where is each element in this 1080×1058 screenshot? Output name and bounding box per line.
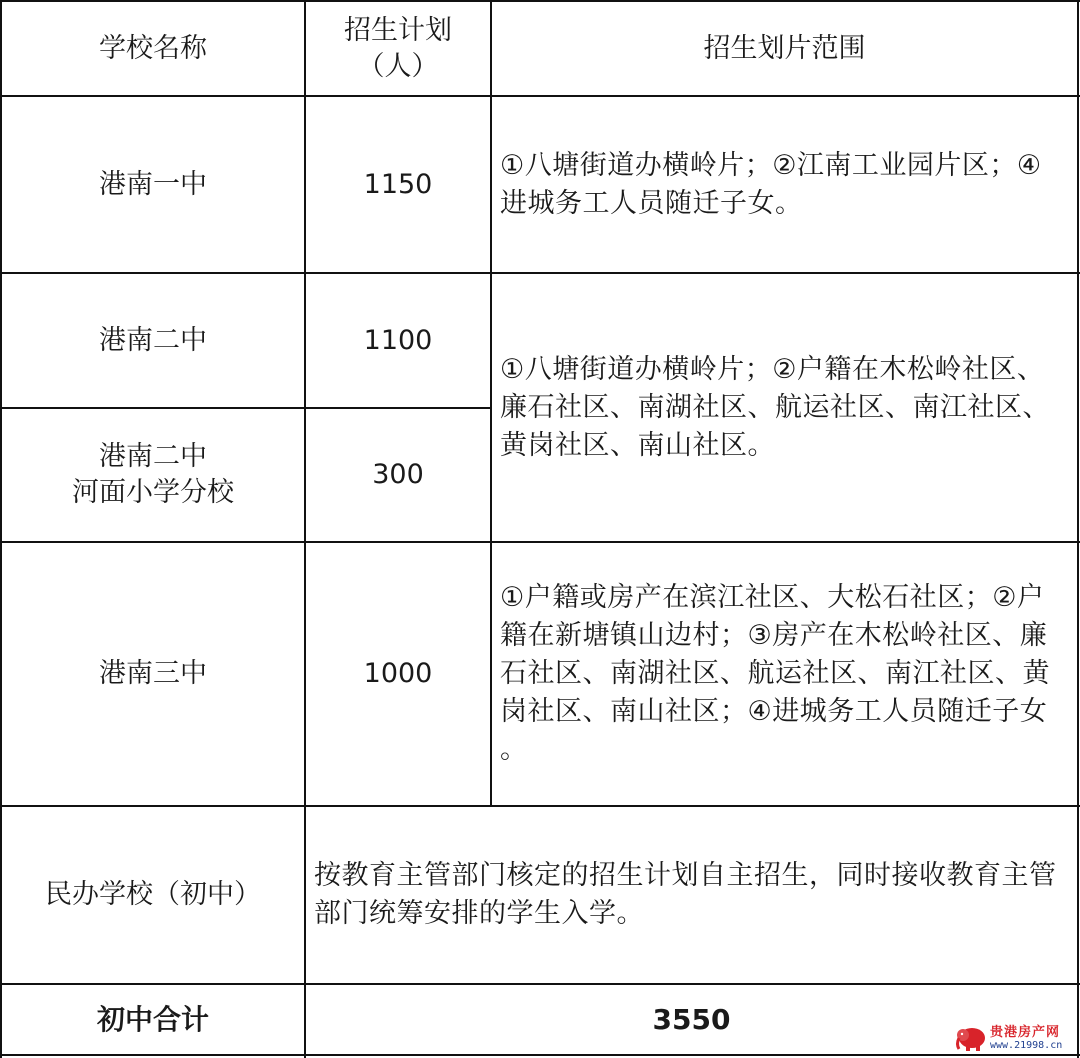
rows-2-3-range-text: ①八塘街道办横岭片；②户籍在木松岭社区、 廉石社区、南湖社区、航运社区、南江社区、 黄岗社区、南山社区。: [500, 353, 1050, 461]
row-1-school: [2, 97, 304, 272]
total-label: [2, 985, 304, 1054]
header-school-name: [2, 2, 304, 95]
header-enrollment-range: [492, 2, 1077, 95]
row-2-school: [2, 274, 304, 407]
border-bottom: [0, 1054, 1080, 1056]
total-value-text: 3550: [652, 1002, 731, 1036]
header-school-name-text: 学校名称: [99, 32, 207, 64]
row-1-range-text: ①八塘街道办横岭片；②江南工业园片区；④ 进城务工人员随迁子女。: [500, 149, 1042, 219]
row-1-range: [492, 97, 1077, 272]
row-4-school: [2, 543, 304, 805]
row-4-school-text: 港南三中: [99, 658, 207, 689]
row-1-school-text: 港南一中: [99, 168, 207, 200]
row-2-school-text: 港南二中: [99, 324, 207, 356]
row-5-range-text: 按教育主管部门核定的招生计划自主招生，同时接收教育主管 部门统筹安排的学生入学。: [314, 860, 1057, 929]
row-3-plan: [306, 409, 490, 541]
row-1-plan-text: 1150: [363, 168, 433, 200]
row-4-plan: [306, 543, 490, 805]
row-2-plan: [306, 274, 490, 407]
row-3-school: [2, 409, 304, 541]
watermark-logo: [954, 1021, 1076, 1055]
row-4-plan-text: 1000: [363, 658, 433, 689]
header-enrollment-range-text: 招生划片范围: [703, 32, 866, 64]
row-3-school-text: 港南二中 河面小学分校: [72, 441, 234, 508]
row-5-school-text: 民办学校（初中）: [45, 879, 261, 910]
rows-2-3-range: [492, 274, 1077, 541]
header-enrollment-plan: [306, 2, 490, 95]
watermark-brand-name: 贵港房产网: [990, 1024, 1061, 1040]
row-4-range-text: ①户籍或房产在滨江社区、大松石社区；②户 籍在新塘镇山边村；③房产在木松岭社区、廉 石社区、南湖社区、航运社区、南江社区、黄 岗社区、南山社区；④进城务工人员随迁子女 。: [500, 582, 1050, 765]
row-5-range: [306, 807, 1077, 983]
elephant-logo-icon: [954, 1024, 988, 1052]
row-2-plan-text: 1100: [363, 324, 433, 356]
row-5-school: [2, 807, 304, 983]
header-enrollment-plan-text: 招生计划 （人）: [344, 14, 452, 82]
row-3-plan-text: 300: [372, 459, 424, 490]
border-right: [1077, 0, 1079, 1058]
total-label-text: 初中合计: [96, 1002, 209, 1036]
row-1-plan: [306, 97, 490, 272]
row-4-range: [492, 543, 1077, 805]
watermark-brand: [990, 1025, 1062, 1052]
watermark-brand-url: www.21998.cn: [990, 1039, 1063, 1051]
